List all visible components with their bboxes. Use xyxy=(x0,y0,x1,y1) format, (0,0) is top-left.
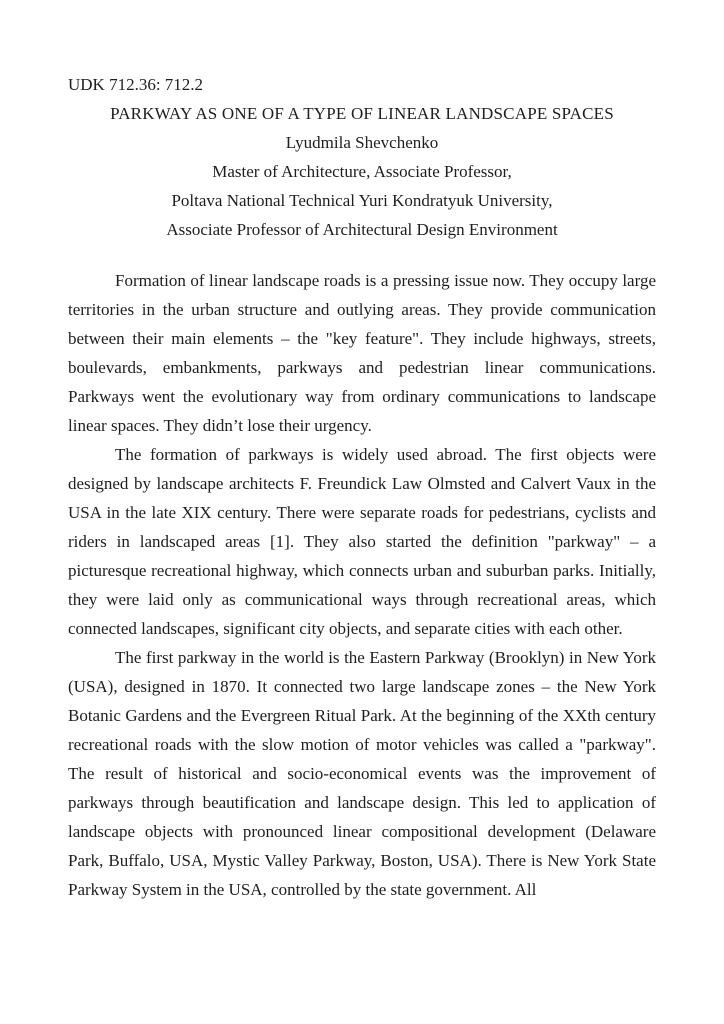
paragraph-formation-of-parkways-abroad: The formation of parkways is widely used abroad. The first objects were designed by landscape architects F. Freundick Law Olmsted and Calvert Vaux in the USA in the late XIX century. There were separate roads for pedestrians, cyclists and riders in landscaped areas [1]. They also started the definition "parkway" – a picturesque recreational highway, which connects urban and suburban parks. Initially, they were laid only as communicational ways through recreational areas, which connected landscapes, significant city objects, and separate cities with each other. xyxy=(68,445,656,638)
author-degree-line: Master of Architecture, Associate Professor, xyxy=(212,162,512,181)
author-position-line: Associate Professor of Architectural Design Environment xyxy=(166,220,558,239)
udk-code: UDK 712.36: 712.2 xyxy=(68,75,204,94)
paper-title: PARKWAY AS ONE OF A TYPE OF LINEAR LANDSCAPE SPACES xyxy=(110,104,614,123)
paragraph-formation-of-linear-roads: Formation of linear landscape roads is a pressing issue now. They occupy large territories in the urban structure and outlying areas. They provide communication between their main elements – the "key feature". They include highways, streets, boulevards, embankments, parkways and pedestrian linear communications. Parkways went the evolutionary way from ordinary communications to landscape linear spaces. They didn’t lose their urgency. xyxy=(68,271,656,435)
author-university-line: Poltava National Technical Yuri Kondratyuk University, xyxy=(171,191,553,210)
header-body-spacer xyxy=(68,244,656,266)
paragraph-first-parkway-in-the-world: The first parkway in the world is the Eastern Parkway (Brooklyn) in New York (USA), designed in 1870. It connected two large landscape zones – the New York Botanic Gardens and the Evergreen Ritual Park. At the beginning of the XXth century recreational roads with the slow motion of motor vehicles was called a "parkway". The result of historical and socio-economical events was the improvement of parkways through beautification and landscape design. This led to application of landscape objects with pronounced linear compositional development (Delaware Park, Buffalo, USA, Mystic Valley Parkway, Boston, USA). There is New York State Parkway System in the USA, controlled by the state government. All xyxy=(68,648,656,899)
author-name: Lyudmila Shevchenko xyxy=(285,133,439,152)
